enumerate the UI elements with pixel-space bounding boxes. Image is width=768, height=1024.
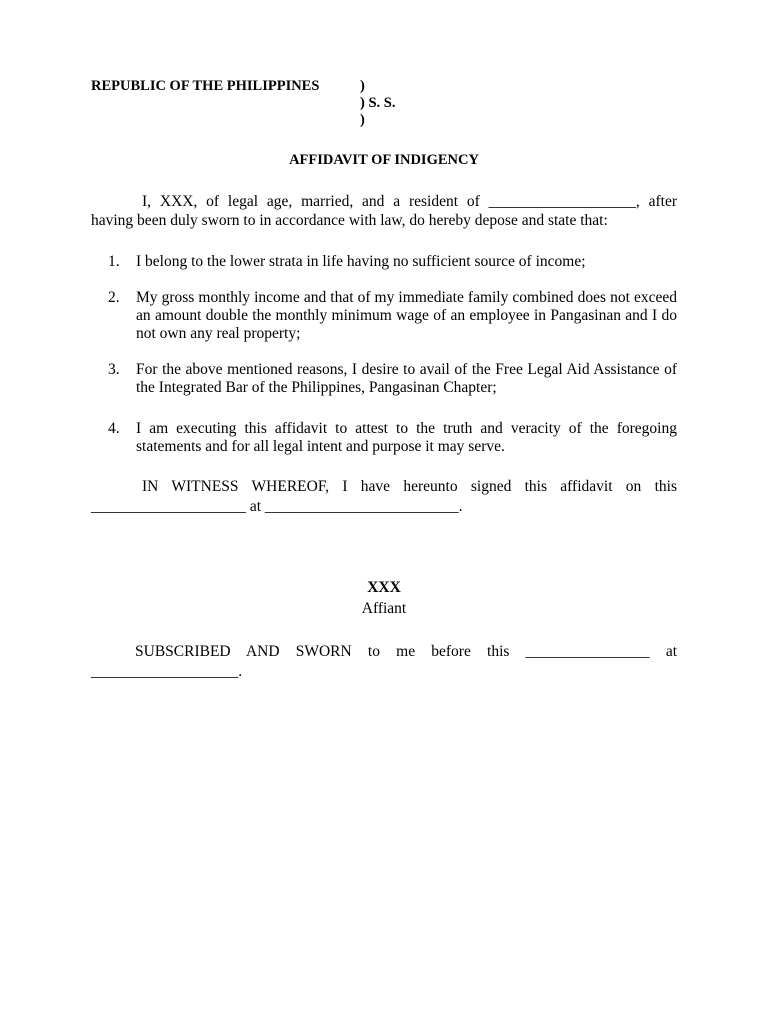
jurat-line-1: SUBSCRIBED AND SWORN to me before this ________________ at xyxy=(135,643,677,660)
venue-row-2 xyxy=(91,95,396,112)
list-item xyxy=(108,253,677,271)
venue-ss: ) S. S. xyxy=(360,95,396,111)
affiant-name: XXX xyxy=(367,579,401,596)
venue-row-3 xyxy=(91,112,365,129)
venue-paren-1: ) xyxy=(360,78,365,94)
witness-paragraph xyxy=(91,477,677,517)
venue-paren-3: ) xyxy=(360,112,365,128)
item-number: 1. xyxy=(108,253,120,270)
item-number: 3. xyxy=(108,361,120,378)
witness-line-1: IN WITNESS WHEREOF, I have hereunto signed this affidavit on this xyxy=(142,478,677,495)
item-number: 2. xyxy=(108,289,120,306)
item-text: For the above mentioned reasons, I desire to avail of the Free Legal Aid Assistance of the Integrated Bar of the Philippines, Pangasinan Chapter; xyxy=(136,361,677,396)
affiant-label: Affiant xyxy=(361,600,407,617)
witness-line-2: ____________________ at _________________________. xyxy=(91,498,463,515)
list-item xyxy=(108,420,677,456)
item-text: I am executing this affidavit to attest to the truth and veracity of the foregoing statements and for all legal intent and purpose it may serve. xyxy=(136,420,677,455)
list-item xyxy=(108,361,677,397)
venue-block xyxy=(91,78,396,129)
item-text: I belong to the lower strata in life having no sufficient source of income; xyxy=(136,253,586,270)
document-title: AFFIDAVIT OF INDIGENCY xyxy=(289,152,479,168)
intro-line-2: having been duly sworn to in accordance with law, do hereby depose and state that: xyxy=(91,212,608,229)
intro-line-1: I, XXX, of legal age, married, and a resident of ___________________, after xyxy=(142,193,677,210)
intro-paragraph xyxy=(91,192,677,230)
item-text: My gross monthly income and that of my immediate family combined does not exceed an amount double the monthly minimum wage of an employee in Pangasinan and I do not own any real property; xyxy=(136,289,677,342)
venue-row-1 xyxy=(91,78,365,95)
venue-country: REPUBLIC OF THE PHILIPPINES xyxy=(91,78,320,94)
item-number: 4. xyxy=(108,420,120,437)
statement-list xyxy=(108,253,677,456)
jurat-line-2: ___________________. xyxy=(91,663,243,680)
list-item xyxy=(108,289,677,343)
jurat-paragraph xyxy=(91,642,677,682)
